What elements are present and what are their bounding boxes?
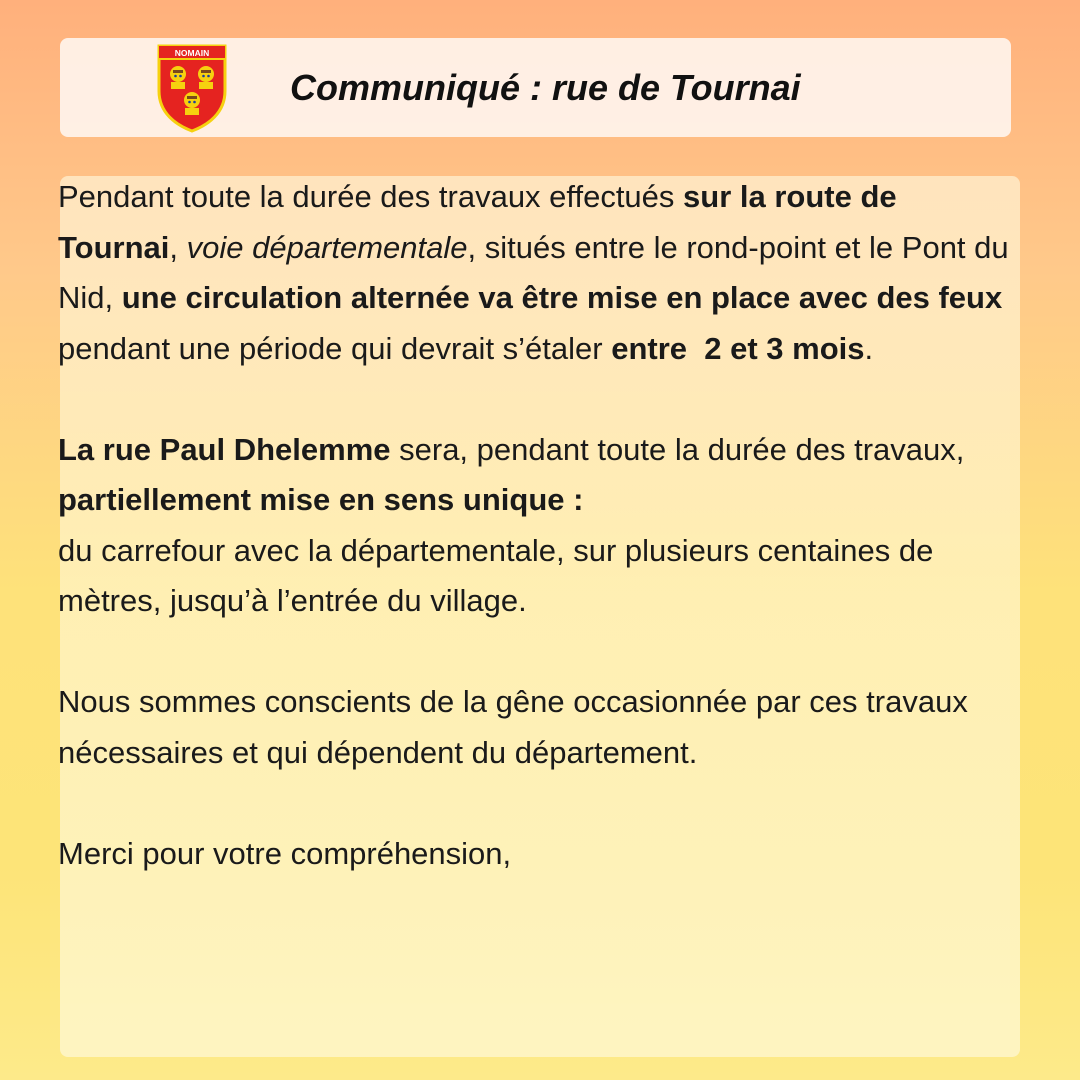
crest-label: NOMAIN	[174, 48, 210, 58]
page-title: Communiqué : rue de Tournai	[290, 67, 801, 108]
paragraph-sens-unique: La rue Paul Dhelemme sera, pendant toute la durée des travaux, partiellement mise en sens unique : du carrefour avec la départementale, sur plusieurs centaines de mètres, jusqu’à l’entrée du village.	[58, 431, 965, 618]
paragraph-travaux: Pendant toute la durée des travaux effectués sur la route de Tournai, voie départementale, situés entre le rond-point et le Pont du Nid, une circulation alternée va être mise en place avec des feux pendant une période qui devrait s’étaler entre 2 et 3 mois.	[58, 179, 1009, 366]
nomain-crest-logo	[156, 43, 228, 133]
crest-figure-right	[198, 66, 214, 89]
crest-figure-bottom	[184, 92, 200, 115]
header-card	[60, 38, 1011, 137]
paragraph-gene: Nous sommes conscients de la gêne occasionnée par ces travaux nécessaires et qui dépendent du département.	[58, 684, 968, 770]
crest-figure-left	[170, 66, 186, 89]
paragraph-merci: Merci pour votre compréhension,	[58, 835, 512, 871]
communique-text	[58, 172, 1013, 930]
